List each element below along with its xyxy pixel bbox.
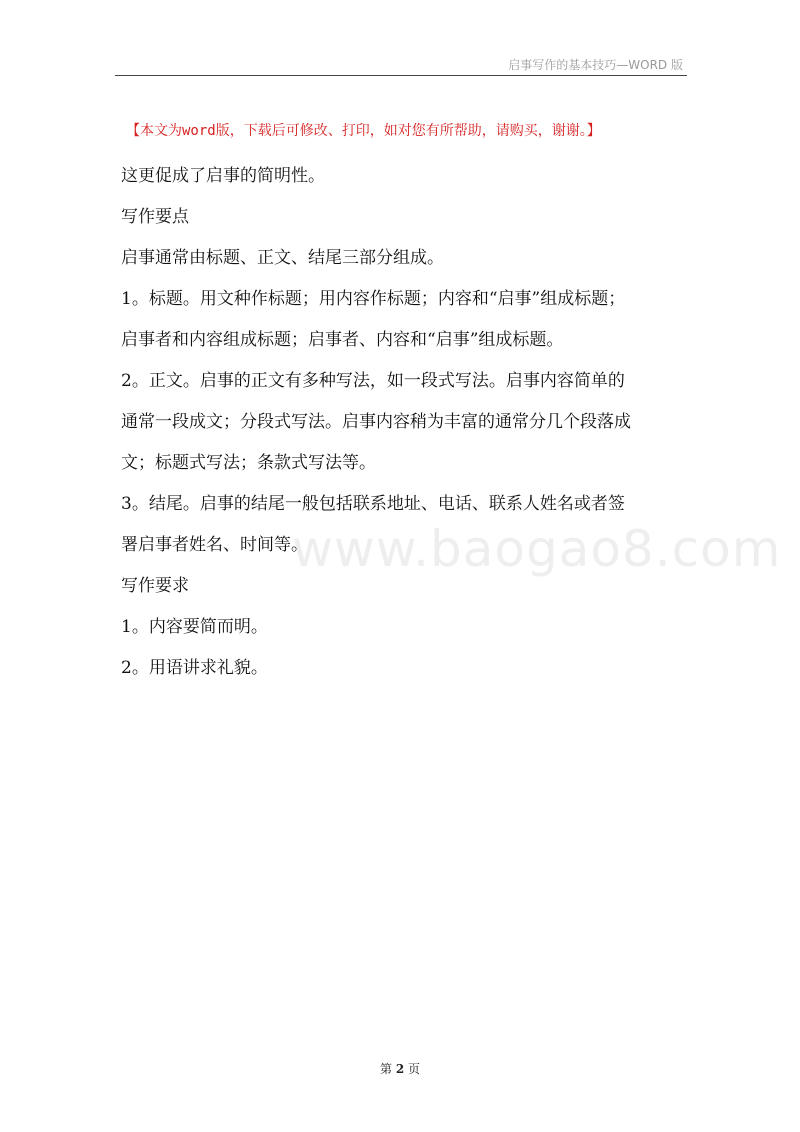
page-number: 2 <box>395 1062 405 1076</box>
page-footer <box>0 1060 800 1077</box>
body-line: 启事者和内容组成标题；启事者、内容和“启事”组成标题。 <box>121 330 564 350</box>
header-rule <box>115 75 687 76</box>
body-line: 2。用语讲求礼貌。 <box>121 658 268 678</box>
section-heading-points: 写作要点 <box>121 207 189 227</box>
page-header <box>115 0 687 76</box>
header-title: 启事写作的基本技巧—WORD 版 <box>508 58 683 72</box>
footer-suffix: 页 <box>408 1062 421 1076</box>
body-line: 1。标题。用文种作标题；用内容作标题；内容和“启事”组成标题； <box>121 289 626 309</box>
document-body <box>121 166 693 699</box>
body-line: 启事通常由标题、正文、结尾三部分组成。 <box>121 248 444 268</box>
section-heading-requirements: 写作要求 <box>121 576 189 596</box>
body-line: 1。内容要简而明。 <box>121 617 268 637</box>
body-line: 2。正文。启事的正文有多种写法，如一段式写法。启事内容简单的 <box>121 371 625 391</box>
body-line: 通常一段成文；分段式写法。启事内容稍为丰富的通常分几个段落成 <box>121 412 631 432</box>
body-line: 署启事者姓名、时间等。 <box>121 535 308 555</box>
purchase-notice: 【本文为word版，下载后可修改、打印，如对您有所帮助，请购买，谢谢。】 <box>126 123 601 139</box>
watermark: www.baogao8.com <box>292 520 782 578</box>
footer-prefix: 第 <box>379 1062 392 1076</box>
body-line: 文；标题式写法；条款式写法等。 <box>121 453 376 473</box>
body-line: 这更促成了启事的简明性。 <box>121 166 325 186</box>
body-line: 3。结尾。启事的结尾一般包括联系地址、电话、联系人姓名或者签 <box>121 494 625 514</box>
